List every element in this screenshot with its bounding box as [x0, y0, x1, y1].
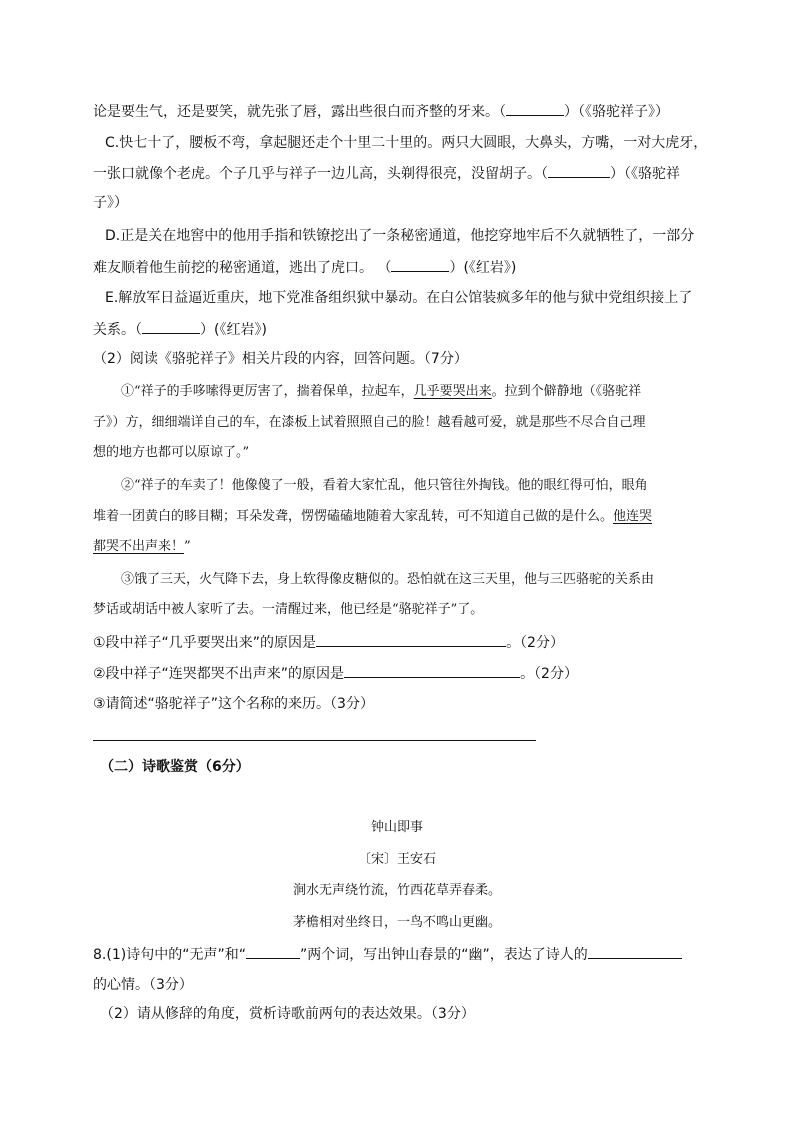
- passage-1-line-1: ①“祥子的手哆嗦得更厉害了，揣着保单，拉起车，几乎要哭出来。拉到个僻静地（《骆驼祥: [121, 384, 642, 399]
- question-2-heading: （2）阅读《骆驼祥子》相关片段的内容，回答问题。（7分）: [93, 351, 468, 367]
- question-e-line-2: 关系。（ ）(《红岩》): [93, 319, 267, 340]
- poem-title: 钟山即事: [370, 820, 423, 835]
- underlined-phrase: 他连哭: [613, 509, 653, 524]
- answer-blank[interactable]: [344, 663, 520, 678]
- poem-line-1: 涧水无声绕竹流，竹西花草弄春柔。: [292, 883, 501, 898]
- sub-question-3: ③请简述“骆驼祥子”这个名称的来历。（3分）: [93, 696, 374, 712]
- question-d-line-2: 难友顺着他生前挖的秘密通道，逃出了虎口。 （ ）(《红岩》): [93, 257, 516, 278]
- answer-blank[interactable]: [316, 632, 506, 647]
- passage-2-line-1: ②“祥子的车卖了！他像傻了一般，看着大家忙乱，他只管往外掏钱。他的眼红得可怕，眼角: [121, 478, 648, 493]
- answer-blank[interactable]: [246, 944, 300, 959]
- passage-1-line-3: 想的地方也都可以原谅了。”: [93, 445, 250, 460]
- question-c-line-2: 一张口就像个老虎。个子几乎与祥子一边儿高，头剃得很亮，没留胡子。（ ）（《骆驼祥: [93, 163, 680, 184]
- answer-blank[interactable]: [588, 944, 682, 959]
- question-c-line-1: C.快七十了，腰板不弯，拿起腿还走个十里二十里的。两只大圆眼，大鼻头，方嘴，一对大虎牙，: [105, 135, 708, 151]
- underlined-phrase: 都哭不出声来！: [93, 539, 185, 554]
- question-e-line-1: E.解放军日益逼近重庆，地下党准备组织狱中暴动。在白公馆装疯多年的他与狱中党组织接上了: [105, 290, 693, 306]
- underlined-phrase: 几乎要哭出来: [413, 384, 492, 399]
- passage-2-line-2: 堆着一团黄白的眵目糊；耳朵发聋，愣愣磕磕地随着大家乱转，可不知道自己做的是什么。他连哭: [93, 509, 653, 524]
- answer-blank[interactable]: [548, 163, 610, 178]
- poem-line-2: 茅檐相对坐终日，一鸟不鸣山更幽。: [292, 915, 501, 930]
- question-b-line: 论是要生气，还是要笑，就先张了唇，露出些很白而齐整的牙来。（ ）（《骆驼祥子》）: [93, 101, 669, 122]
- answer-blank[interactable]: [506, 101, 564, 116]
- answer-blank[interactable]: [391, 257, 449, 272]
- answer-line[interactable]: [93, 740, 536, 741]
- answer-blank[interactable]: [142, 319, 200, 334]
- question-8-line-2: 的心情。（3分）: [93, 977, 193, 993]
- sub-question-2: ②段中祥子“连哭都哭不出声来”的原因是 。（2分）: [93, 663, 578, 684]
- section-2-heading: （二）诗歌鉴赏（6分）: [100, 759, 250, 775]
- poem-author: 〔宋〕王安石: [357, 852, 436, 867]
- question-d-line-1: D.正是关在地窖中的他用手指和铁镣挖出了一条秘密通道，他挖穿地牢后不久就牺牲了，一部分: [105, 228, 695, 244]
- passage-1-line-2: 子》）方，细细端详自己的车，在漆板上试着照照自己的脸！越看越可爱，就是那些不尽合自己理: [93, 415, 646, 430]
- question-8-sub-2: （2）请从修辞的角度，赏析诗歌前两句的表达效果。（3分）: [100, 1006, 475, 1022]
- question-c-line-3: 子》）: [93, 195, 128, 211]
- question-8-line-1: 8.(1)诗句中的“无声”和“ ”两个词，写出钟山春景的“幽”，表达了诗人的: [93, 944, 682, 965]
- passage-3-line-1: ③饿了三天，火气降下去，身上软得像皮糖似的。恐怕就在这三天里，他与三匹骆驼的关系由: [121, 572, 655, 587]
- passage-3-line-2: 梦话或胡话中被人家听了去。一清醒过来，他已经是“骆驼祥子”了。: [93, 602, 484, 617]
- passage-2-line-3: 都哭不出声来！”: [93, 539, 191, 554]
- sub-question-1: ①段中祥子“几乎要哭出来”的原因是 。（2分）: [93, 632, 564, 653]
